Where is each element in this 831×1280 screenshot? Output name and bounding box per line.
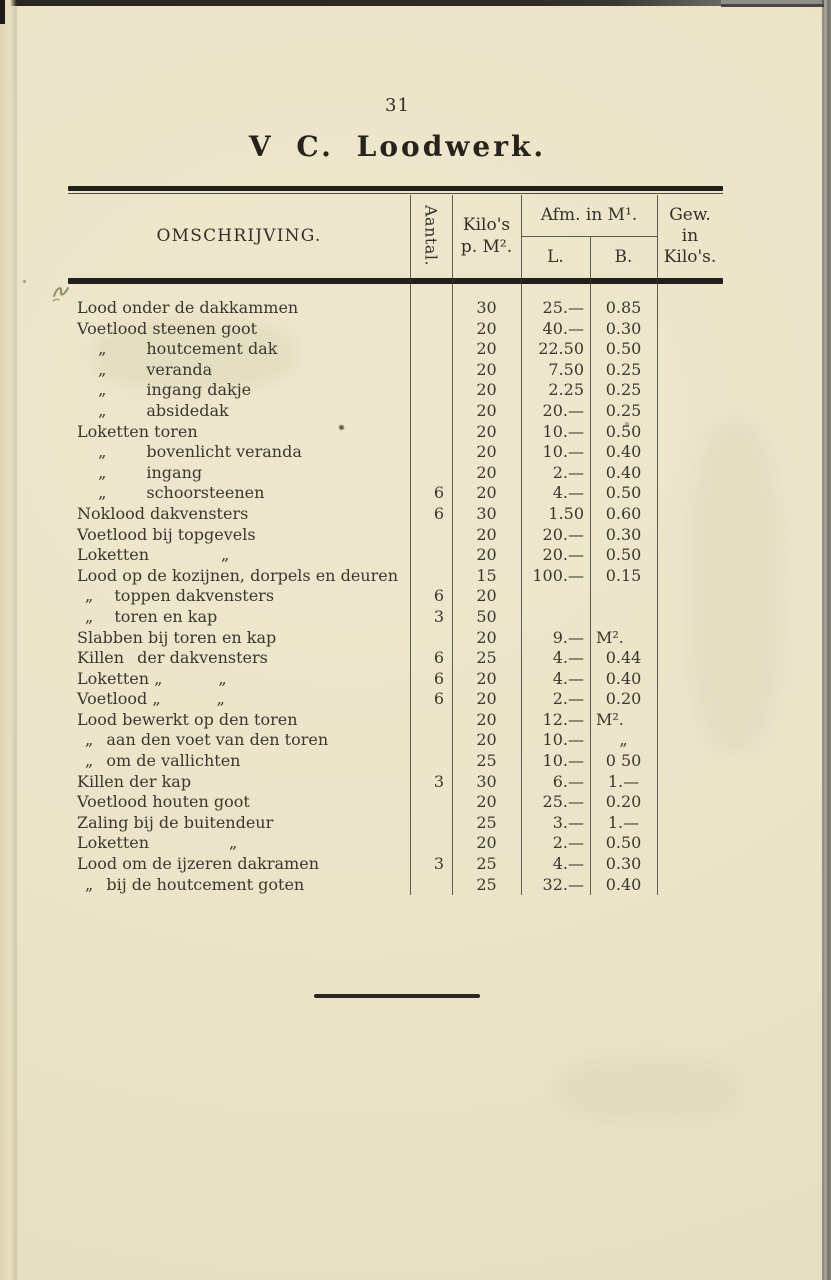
cell-kilos: 20: [476, 339, 497, 359]
table-body: [68, 284, 723, 895]
cell-omschrijving: Lood bewerkt op den toren: [77, 709, 298, 729]
cell-gew: [657, 422, 723, 443]
table-row: [68, 813, 723, 834]
column-header-b: B.: [614, 247, 633, 267]
cell-omschrijving: „ bovenlicht veranda: [77, 442, 302, 462]
table-row: [68, 319, 723, 340]
cell-afm-b: [590, 586, 657, 607]
kilos-line2: p. M².: [460, 237, 513, 257]
cell-kilos: 25: [476, 874, 497, 894]
cell-kilos: 20: [476, 730, 497, 750]
cell-gew: [657, 483, 723, 504]
cell-afm-l: [521, 586, 590, 607]
table-row: [68, 792, 723, 813]
cell-kilos: 20: [476, 318, 497, 338]
cell-gew: [657, 854, 723, 875]
cell-aantal: [410, 833, 452, 854]
cell-afm-l: 4.—: [552, 483, 584, 503]
cell-afm-b: 0.30: [605, 854, 642, 874]
column-header-gew: [657, 194, 723, 278]
cell-gew: [657, 772, 723, 793]
cell-gew: [657, 401, 723, 422]
cell-aantal: [410, 545, 452, 566]
cell-aantal: [410, 710, 452, 731]
table-row: [68, 545, 723, 566]
table-row: [68, 607, 723, 628]
cell-kilos: 20: [476, 380, 497, 400]
cell-aantal: [410, 380, 452, 401]
cell-afm-l: 10.—: [542, 442, 584, 462]
table-row: [68, 525, 723, 546]
table-row: [68, 586, 723, 607]
cell-gew: [657, 628, 723, 649]
cell-aantal: [410, 401, 452, 422]
cell-omschrijving: „ bij de houtcement goten: [77, 874, 305, 894]
cell-afm-b: M².: [596, 709, 624, 729]
cell-omschrijving: „ aan den voet van den toren: [77, 730, 329, 750]
table-row: [68, 298, 723, 319]
page-gutter-crease: [0, 0, 18, 1280]
cell-afm-b: 1.—: [607, 812, 640, 832]
cell-kilos: 30: [476, 503, 497, 523]
table-row: [68, 360, 723, 381]
cell-afm-b: [590, 607, 657, 628]
cell-afm-b: 0.30: [605, 318, 642, 338]
cell-aantal: [410, 442, 452, 463]
table-row: [68, 875, 723, 896]
cell-kilos: 20: [476, 792, 497, 812]
cell-afm-l: 10.—: [542, 751, 584, 771]
afm-subheaders: [521, 236, 657, 278]
cell-aantal: [410, 730, 452, 751]
cell-aantal: [410, 792, 452, 813]
gew-line3: Kilo's.: [663, 246, 717, 267]
cell-afm-b: 0.40: [605, 462, 642, 482]
cell-gew: [657, 566, 723, 587]
table-row: [68, 648, 723, 669]
cell-aantal: [410, 875, 452, 896]
cell-kilos: 20: [476, 668, 497, 688]
cell-kilos: 20: [476, 545, 497, 565]
cell-gew: [657, 648, 723, 669]
cell-kilos: 25: [476, 854, 497, 874]
cell-kilos: 20: [476, 689, 497, 709]
cell-afm-l: 2.—: [552, 689, 584, 709]
table-row: [68, 669, 723, 690]
cell-afm-b: 0.30: [605, 524, 642, 544]
cell-gew: [657, 319, 723, 340]
cell-gew: [657, 669, 723, 690]
cell-gew: [657, 833, 723, 854]
table-row: [68, 483, 723, 504]
cell-omschrijving: Voetlood steenen goot: [77, 318, 258, 338]
afm-subrule: [521, 236, 657, 237]
table-row: [68, 504, 723, 525]
scan-edge-top-right: [721, 0, 831, 10]
cell-afm-b: 0.85: [605, 298, 642, 317]
cell-omschrijving: Voetlood „ „: [77, 689, 225, 709]
scan-edge-top: [0, 0, 831, 6]
cell-aantal: [410, 422, 452, 443]
cell-omschrijving: „ toren en kap: [77, 606, 218, 626]
cell-gew: [657, 813, 723, 834]
scan-edge-right: [822, 0, 831, 1280]
cell-omschrijving: „ houtcement dak: [77, 339, 278, 359]
cell-omschrijving: Killen der kap: [77, 771, 192, 791]
cell-aantal: 6: [433, 648, 444, 668]
cell-kilos: 20: [476, 586, 497, 606]
cell-omschrijving: Voetlood houten goot: [77, 792, 250, 812]
cell-omschrijving: „ veranda: [77, 359, 213, 379]
table-row: [68, 710, 723, 731]
column-line: [410, 195, 411, 895]
cell-afm-b: „: [619, 730, 628, 750]
cell-afm-l: 10.—: [542, 730, 584, 750]
cell-aantal: [410, 628, 452, 649]
cell-afm-b: 0.25: [605, 380, 642, 400]
cell-aantal: [410, 360, 452, 381]
cell-kilos: 25: [476, 751, 497, 771]
cell-afm-b: 0.50: [605, 421, 642, 441]
cell-omschrijving: „ schoorsteenen: [77, 483, 265, 503]
column-line: [657, 195, 658, 895]
cell-omschrijving: Slabben bij toren en kap: [77, 627, 277, 647]
cell-omschrijving: „ ingang dakje: [77, 380, 252, 400]
table-row: [68, 380, 723, 401]
cell-gew: [657, 710, 723, 731]
cell-gew: [657, 380, 723, 401]
cell-kilos: 20: [476, 462, 497, 482]
cell-aantal: 6: [433, 689, 444, 709]
cell-afm-l: 7.50: [548, 359, 584, 379]
ink-speck: [23, 280, 26, 283]
cell-aantal: [410, 298, 452, 319]
table-row: [68, 854, 723, 875]
cell-afm-l: 2.25: [548, 380, 584, 400]
cell-omschrijving: Zaling bij de buitendeur: [77, 812, 274, 832]
table-row: [68, 422, 723, 443]
cell-afm-l: 100.—: [532, 565, 584, 585]
cell-afm-b: 0.20: [605, 689, 642, 709]
cell-afm-b: 0.50: [605, 339, 642, 359]
cell-kilos: 20: [476, 421, 497, 441]
cell-afm-l: [521, 607, 590, 628]
cell-kilos: 50: [476, 606, 497, 626]
cell-afm-l: 12.—: [542, 709, 584, 729]
cell-afm-l: 3.—: [552, 812, 584, 832]
cell-gew: [657, 730, 723, 751]
kilos-line1: Kilo's: [462, 215, 511, 235]
cell-afm-l: 22.50: [538, 339, 584, 359]
cell-omschrijving: Lood onder de dakkammen: [77, 298, 299, 317]
cell-gew: [657, 792, 723, 813]
cell-afm-b: 0.50: [605, 545, 642, 565]
loodwerk-table: [68, 186, 723, 896]
cell-omschrijving: Noklood dakvensters: [77, 503, 249, 523]
table-row: [68, 401, 723, 422]
column-line: [452, 195, 453, 895]
column-header-aantal: Aantal.: [421, 205, 441, 267]
cell-afm-b: 0.25: [605, 359, 642, 379]
table-row: [68, 339, 723, 360]
cell-kilos: 30: [476, 298, 497, 317]
cell-afm-b: 1.—: [607, 771, 640, 791]
cell-aantal: 6: [433, 668, 444, 688]
cell-gew: [657, 442, 723, 463]
cell-kilos: 15: [476, 565, 497, 585]
page-number: 31: [385, 95, 410, 116]
cell-gew: [657, 298, 723, 319]
cell-gew: [657, 504, 723, 525]
cell-kilos: 20: [476, 524, 497, 544]
cell-omschrijving: Killen der dakvensters: [77, 648, 268, 668]
table-row: [68, 689, 723, 710]
cell-omschrijving: „ om de vallichten: [77, 751, 241, 771]
cell-afm-b: 0.20: [605, 792, 642, 812]
cell-aantal: 3: [433, 854, 444, 874]
table-row: [68, 566, 723, 587]
cell-kilos: 25: [476, 648, 497, 668]
cell-aantal: [410, 525, 452, 546]
cell-aantal: [410, 463, 452, 484]
cell-gew: [657, 607, 723, 628]
cell-omschrijving: Loketten „ „: [77, 668, 227, 688]
cell-aantal: [410, 566, 452, 587]
table-row: [68, 628, 723, 649]
cell-omschrijving: „ ingang: [77, 462, 203, 482]
column-line-l-b: [590, 237, 591, 895]
cell-omschrijving: Loketten „: [77, 833, 238, 853]
cell-afm-b: 0.50: [605, 833, 642, 853]
cell-afm-b: 0.40: [605, 874, 642, 894]
cell-gew: [657, 525, 723, 546]
cell-gew: [657, 751, 723, 772]
table-row: [68, 463, 723, 484]
table-row: [68, 730, 723, 751]
cell-omschrijving: Lood op de kozijnen, dorpels en deuren: [77, 565, 399, 585]
cell-aantal: [410, 319, 452, 340]
cell-afm-l: 20.—: [542, 400, 584, 420]
column-header-omschrijving: OMSCHRIJVING.: [156, 226, 322, 246]
cell-afm-l: 25.—: [542, 792, 584, 812]
cell-aantal: [410, 751, 452, 772]
cell-afm-l: 2.—: [552, 833, 584, 853]
cell-afm-l: 1.50: [548, 503, 584, 523]
cell-omschrijving: „ toppen dakvensters: [77, 586, 275, 606]
cell-kilos: 20: [476, 442, 497, 462]
cell-kilos: 25: [476, 812, 497, 832]
cell-afm-b: 0.44: [605, 648, 642, 668]
cell-omschrijving: Loketten „: [77, 545, 230, 565]
cell-afm-b: M².: [596, 627, 624, 647]
cell-aantal: 6: [433, 503, 444, 523]
gew-line1: Gew.: [669, 204, 711, 225]
cell-afm-b: 0 50: [605, 751, 642, 771]
cell-gew: [657, 875, 723, 896]
cell-aantal: 3: [433, 771, 444, 791]
column-header-afm: Afm. in M¹.: [540, 205, 638, 225]
footer-rule: [314, 994, 480, 998]
cell-afm-b: 0.15: [605, 565, 642, 585]
scan-corner-notch: [0, 0, 5, 24]
column-header-l: L.: [547, 247, 564, 267]
cell-afm-l: 4.—: [552, 648, 584, 668]
cell-aantal: 3: [433, 606, 444, 626]
cell-afm-b: 0.50: [605, 483, 642, 503]
cell-kilos: 20: [476, 400, 497, 420]
table-row: [68, 772, 723, 793]
ink-bleed-smudge: [560, 1060, 740, 1120]
cell-gew: [657, 463, 723, 484]
cell-kilos: 20: [476, 483, 497, 503]
column-line: [521, 195, 522, 895]
table-row: [68, 442, 723, 463]
cell-afm-l: 25.—: [542, 298, 584, 317]
cell-afm-l: 4.—: [552, 854, 584, 874]
cell-kilos: 30: [476, 771, 497, 791]
cell-afm-b: 0.60: [605, 503, 642, 523]
cell-afm-l: 2.—: [552, 462, 584, 482]
cell-gew: [657, 586, 723, 607]
cell-gew: [657, 545, 723, 566]
cell-afm-b: 0.25: [605, 400, 642, 420]
cell-kilos: 20: [476, 627, 497, 647]
cell-afm-l: 9.—: [552, 627, 584, 647]
cell-afm-l: 20.—: [542, 545, 584, 565]
cell-aantal: 6: [433, 483, 444, 503]
cell-afm-l: 40.—: [542, 318, 584, 338]
page-title: V C. Loodwerk.: [248, 130, 547, 163]
cell-omschrijving: Voetlood bij topgevels: [77, 524, 256, 544]
cell-omschrijving: Lood om de ijzeren dakramen: [77, 854, 319, 874]
gew-line2: in: [681, 225, 699, 246]
cell-gew: [657, 339, 723, 360]
cell-afm-l: 10.—: [542, 421, 584, 441]
cell-aantal: [410, 339, 452, 360]
cell-kilos: 20: [476, 709, 497, 729]
cell-gew: [657, 689, 723, 710]
cell-aantal: [410, 813, 452, 834]
cell-kilos: 20: [476, 833, 497, 853]
cell-afm-b: 0.40: [605, 668, 642, 688]
cell-omschrijving: Loketten toren: [77, 421, 198, 441]
cell-omschrijving: „ absidedak: [77, 400, 229, 420]
table-top-rule: [68, 186, 723, 191]
cell-afm-l: 4.—: [552, 668, 584, 688]
cell-afm-l: 32.—: [542, 874, 584, 894]
table-row: [68, 751, 723, 772]
cell-afm-b: 0.40: [605, 442, 642, 462]
cell-gew: [657, 360, 723, 381]
cell-afm-l: 6.—: [552, 771, 584, 791]
cell-afm-l: 20.—: [542, 524, 584, 544]
cell-kilos: 20: [476, 359, 497, 379]
table-row: [68, 833, 723, 854]
cell-aantal: 6: [433, 586, 444, 606]
column-header-kilos: [452, 194, 521, 278]
